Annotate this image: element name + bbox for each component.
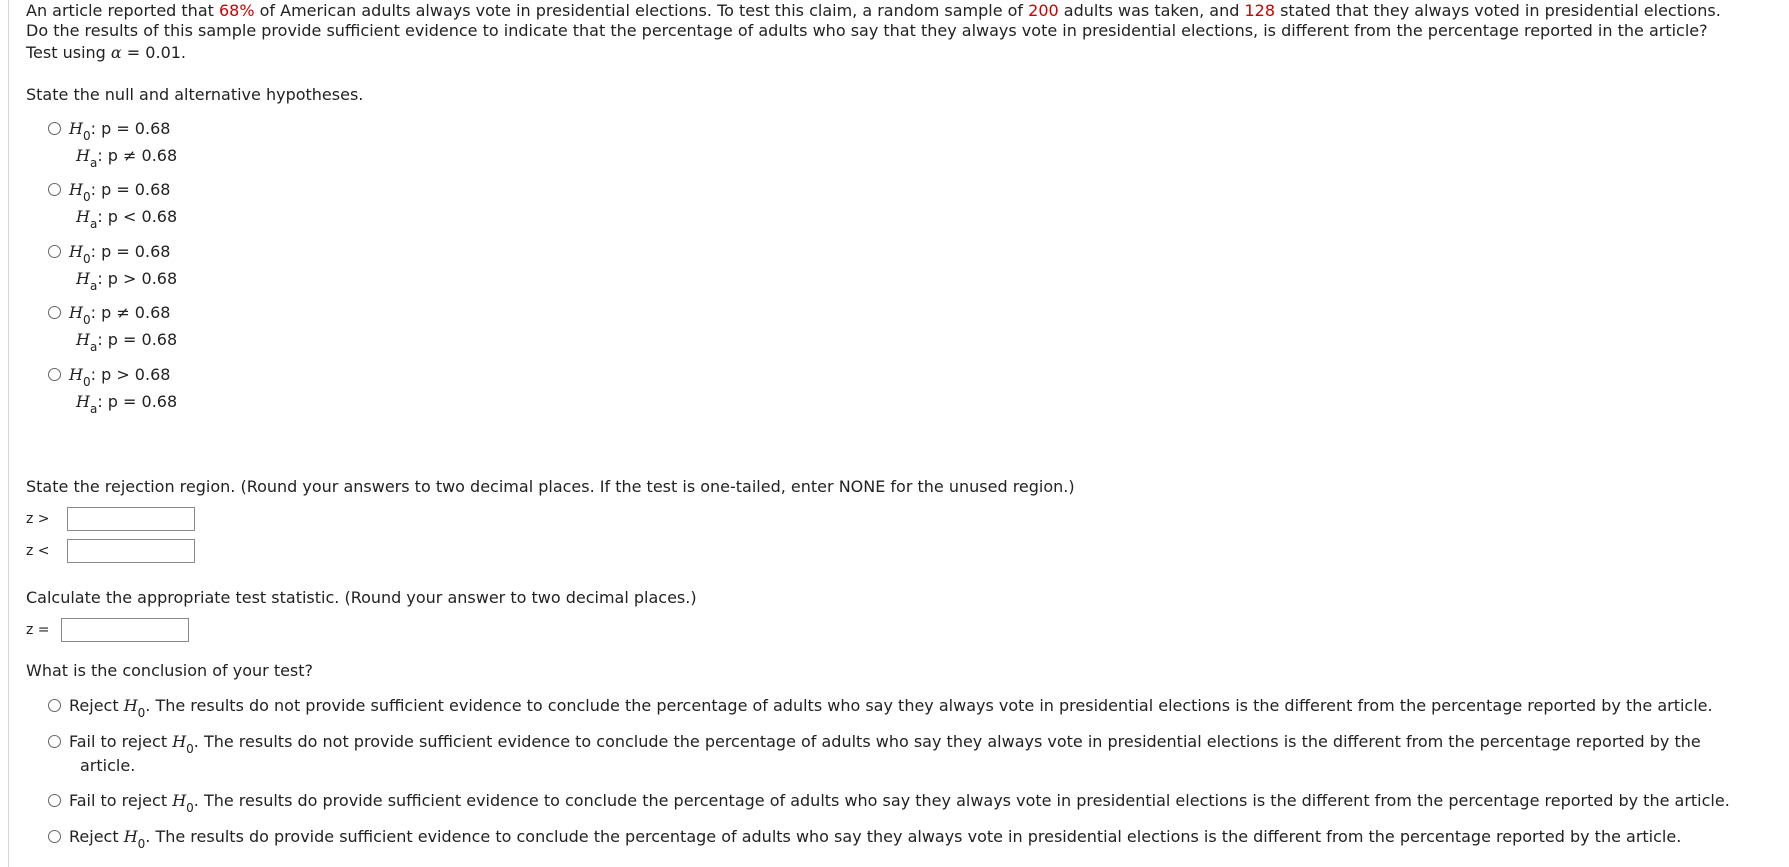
- subscript: 0: [82, 129, 91, 143]
- subscript: 0: [82, 190, 91, 204]
- text: Fail to reject: [69, 732, 173, 751]
- text: An article reported that: [26, 1, 219, 20]
- text: . The results do not provide sufficient evidence to conclude the percentage of adults who say they always vote in presidential elections is the different from the percentage reported by the: [193, 732, 1701, 751]
- subscript: a: [89, 217, 98, 231]
- alpha-symbol: α: [110, 43, 122, 62]
- null-relation: > 0.68: [116, 365, 171, 384]
- conclusion-option-3[interactable]: [48, 790, 1730, 813]
- z-lower-input[interactable]: [67, 539, 195, 563]
- problem-line-3: [26, 42, 186, 64]
- text: : p: [97, 146, 124, 165]
- alt-relation: = 0.68: [123, 392, 178, 411]
- radio-button[interactable]: [48, 245, 61, 258]
- text: : p: [97, 207, 124, 226]
- radio-button[interactable]: [48, 183, 61, 196]
- h-symbol: H: [172, 732, 187, 751]
- z-stat-input[interactable]: [61, 618, 189, 642]
- text: : p: [90, 303, 117, 322]
- h-symbol: H: [76, 207, 90, 226]
- text: . The results do provide sufficient evidence to conclude the percentage of adults who say they always vote in presidential elections is the different from the percentage reported by the article.: [145, 827, 1682, 846]
- text: of American adults always vote in presidential elections. To test this claim, a random sample of: [254, 1, 1029, 20]
- h-symbol: H: [172, 791, 187, 810]
- text: stated that they always voted in presidential elections.: [1275, 1, 1721, 20]
- h-symbol: H: [76, 269, 90, 288]
- subscript: a: [89, 279, 98, 293]
- h-symbol: H: [69, 303, 83, 322]
- text: : p: [97, 330, 124, 349]
- text: Fail to reject: [69, 791, 173, 810]
- text: adults was taken, and: [1058, 1, 1245, 20]
- subscript: a: [89, 340, 98, 354]
- conclusion-prompt: What is the conclusion of your test?: [26, 661, 314, 680]
- problem-line-2: Do the results of this sample provide sufficient evidence to indicate that the percentage of adults who say that they always vote in presidential elections, is different from the percentage reported in the article?: [26, 21, 1708, 40]
- z-lower-label: z <: [26, 543, 50, 559]
- text: . The results do not provide sufficient evidence to conclude the percentage of adults who say they always vote in presidential elections is the different from the percentage reported by the article.: [145, 696, 1713, 715]
- z-upper-input[interactable]: [67, 507, 195, 531]
- radio-button[interactable]: [48, 368, 61, 381]
- radio-button[interactable]: [48, 699, 61, 712]
- conclusion-option-1[interactable]: [48, 695, 1713, 718]
- radio-button[interactable]: [48, 794, 61, 807]
- radio-button[interactable]: [48, 735, 61, 748]
- text: : p: [90, 119, 117, 138]
- z-stat-label: z =: [26, 622, 50, 638]
- z-upper-label: z >: [26, 511, 50, 527]
- subscript: 0: [186, 742, 194, 756]
- hypotheses-prompt: State the null and alternative hypotheses.: [26, 85, 364, 104]
- text: = 0.01.: [121, 43, 187, 62]
- h-symbol: H: [123, 696, 138, 715]
- text: : p: [90, 180, 117, 199]
- text: : p: [90, 242, 117, 261]
- alt-relation: < 0.68: [123, 207, 178, 226]
- subscript: 0: [82, 313, 91, 327]
- h-symbol: H: [76, 330, 90, 349]
- h-symbol: H: [123, 827, 138, 846]
- subscript: 0: [137, 706, 146, 720]
- highlight-sample-size: 200: [1028, 1, 1059, 20]
- h-symbol: H: [69, 365, 83, 384]
- conclusion-option-2-wrap: article.: [80, 756, 136, 775]
- subscript: 0: [82, 375, 91, 389]
- problem-line-1: [26, 0, 1721, 22]
- conclusion-option-2[interactable]: [48, 731, 1701, 754]
- null-relation: = 0.68: [116, 242, 171, 261]
- text: Test using: [26, 43, 111, 62]
- radio-button[interactable]: [48, 306, 61, 319]
- text: : p: [97, 269, 124, 288]
- text: Reject: [69, 827, 124, 846]
- null-relation: = 0.68: [116, 119, 171, 138]
- highlight-count: 128: [1244, 1, 1275, 20]
- subscript: 0: [137, 837, 146, 851]
- subscript: 0: [82, 252, 91, 266]
- h-symbol: H: [76, 146, 90, 165]
- h-symbol: H: [69, 180, 83, 199]
- h-symbol: H: [69, 242, 83, 261]
- null-relation: = 0.68: [116, 180, 171, 199]
- text: : p: [97, 392, 124, 411]
- h-symbol: H: [76, 392, 90, 411]
- conclusion-option-4[interactable]: [48, 826, 1681, 849]
- left-border: [8, 0, 9, 867]
- alt-relation: > 0.68: [123, 269, 178, 288]
- statistic-prompt: Calculate the appropriate test statistic. (Round your answer to two decimal places.): [26, 588, 697, 607]
- text: Reject: [69, 696, 124, 715]
- subscript: a: [89, 402, 98, 416]
- radio-button[interactable]: [48, 122, 61, 135]
- text: . The results do provide sufficient evidence to conclude the percentage of adults who say they always vote in presidential elections is the different from the percentage reported by the article.: [193, 791, 1730, 810]
- alt-relation: = 0.68: [123, 330, 178, 349]
- null-relation: ≠ 0.68: [116, 303, 171, 322]
- text: : p: [90, 365, 117, 384]
- rejection-prompt: State the rejection region. (Round your answers to two decimal places. If the test is one-tailed, enter NONE for the unused region.): [26, 477, 1075, 496]
- subscript: 0: [186, 801, 194, 815]
- subscript: a: [89, 156, 98, 170]
- alt-relation: ≠ 0.68: [123, 146, 178, 165]
- highlight-percent: 68%: [218, 1, 255, 20]
- radio-button[interactable]: [48, 830, 61, 843]
- h-symbol: H: [69, 119, 83, 138]
